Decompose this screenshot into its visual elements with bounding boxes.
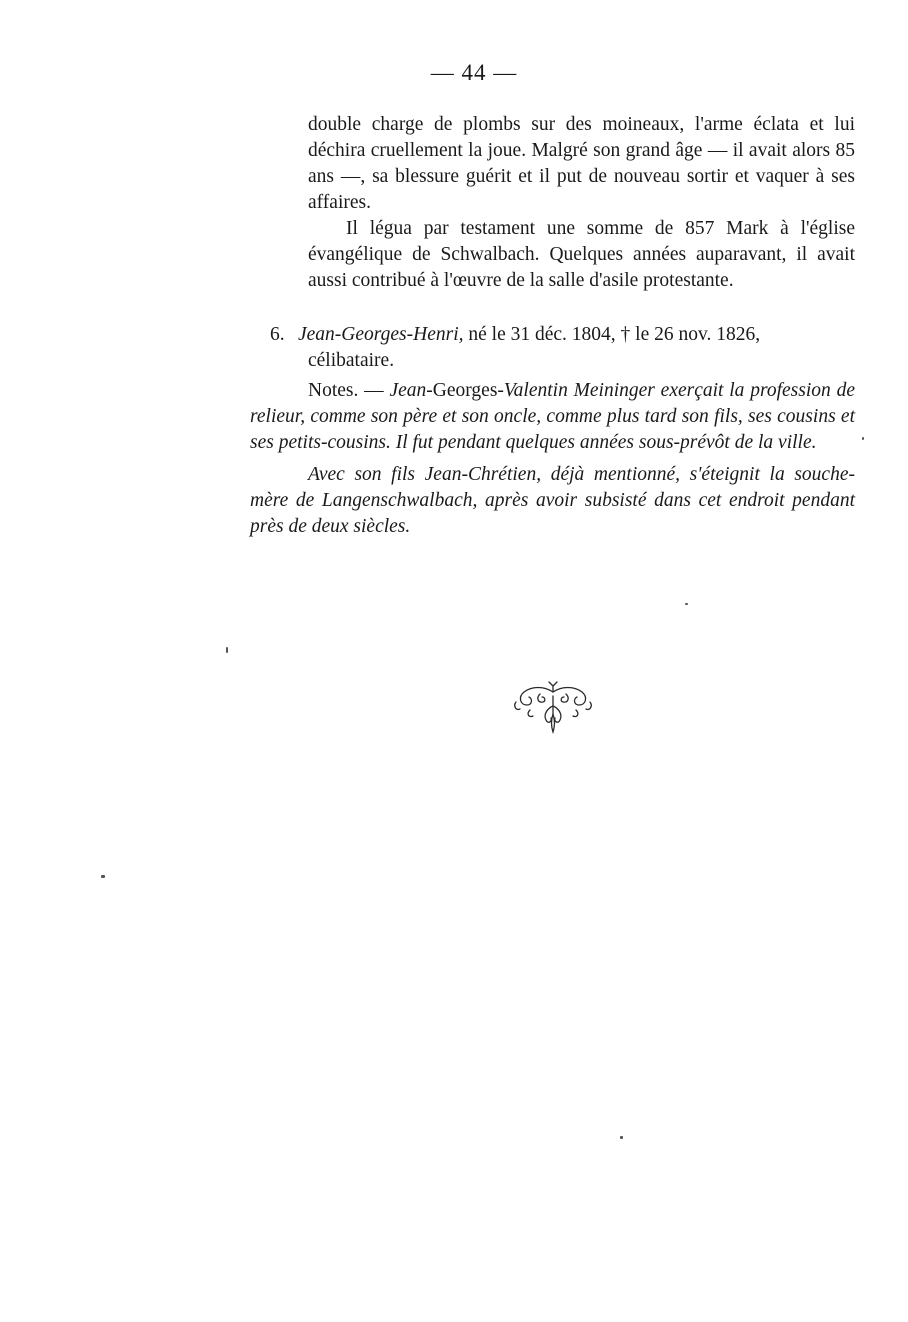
entry-status: célibataire. — [308, 350, 395, 371]
page-number: — 44 — — [430, 60, 518, 85]
print-speck — [226, 647, 228, 653]
note-2: Avec son fils Jean-Chrétien, déjà mentionné, s'éteignit la souche-mère de Langenschwalbach, après avoir subsisté dans cet endroit pendant près de deux siècles. — [250, 464, 855, 537]
print-speck — [620, 1136, 623, 1139]
note-1-text: Valentin Meininger exerçait la profession de relieur, comme son père et son oncle, comme plus tard son fils, ses cousins et ses petits-cousins. Il fut pendant quelques années sous-prévôt de la ville. — [250, 380, 855, 453]
notes-label: Notes. — — [308, 380, 390, 401]
print-speck — [685, 603, 688, 605]
print-speck — [101, 875, 105, 878]
note-1 — [250, 378, 855, 456]
fleuron-ornament-icon — [510, 680, 596, 740]
entry-dates: né le 31 déc. 1804, † le 26 nov. 1826, — [463, 324, 761, 345]
note-1-name-a: Jean — [389, 380, 427, 401]
paragraph-testament: Il légua par testament une somme de 857 Mark à l'église évangélique de Schwalbach. Quelques années auparavant, il avait aussi contribué à l'œuvre de la salle d'asile protestante. — [308, 218, 855, 291]
paragraph-continuation: double charge de plombs sur des moineaux, l'arme éclata et lui déchira cruellement la joue. Malgré son grand âge — il avait alors 85 ans —, sa blessure guérit et il put de nouveau sortir et vaquer à ses affaires. — [308, 114, 855, 213]
genealogy-entry-6 — [270, 322, 855, 374]
main-text — [308, 112, 855, 294]
print-speck — [862, 437, 864, 440]
entry-line-1 — [270, 322, 855, 348]
entry-name: Jean-Georges-Henri, — [298, 324, 464, 345]
entry-number: 6. — [270, 324, 285, 345]
note-1-name-b: -Georges- — [426, 380, 504, 401]
notes-section — [250, 378, 855, 540]
